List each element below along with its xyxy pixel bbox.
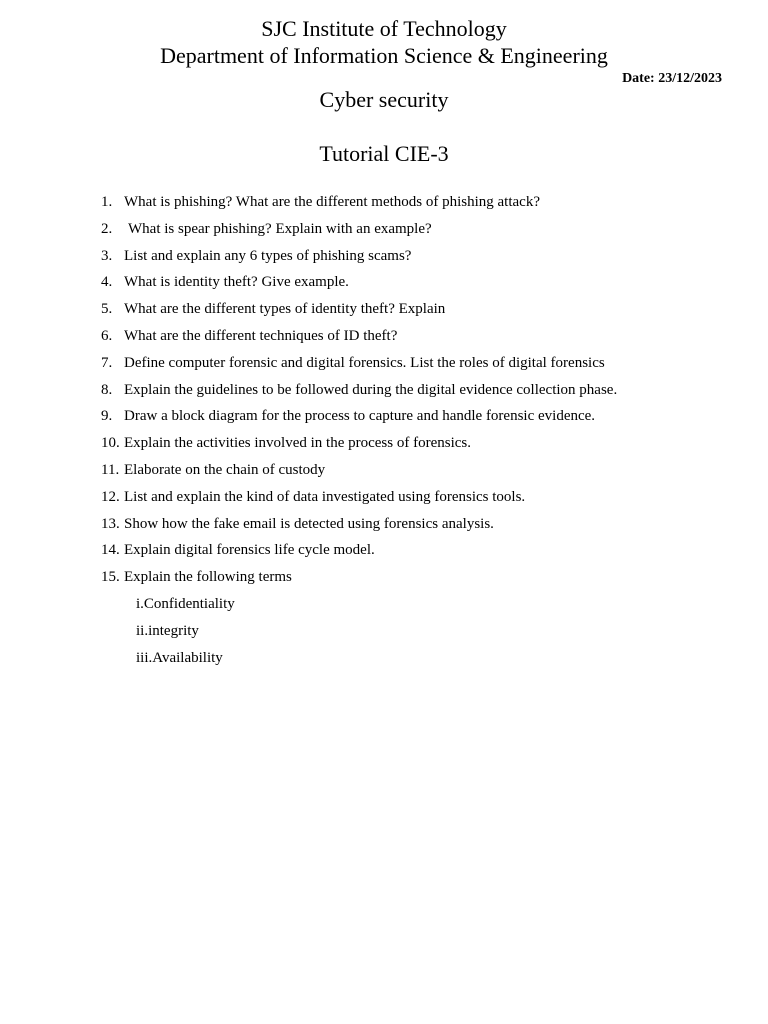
question-text: Show how the fake email is detected using forensics analysis.: [124, 515, 494, 532]
question-number: 7.: [101, 354, 113, 371]
question-text: Explain the following terms: [124, 569, 292, 586]
sub-item: [0, 650, 768, 677]
question-item: [0, 355, 768, 382]
question-item: [0, 301, 768, 328]
question-item: [0, 542, 768, 569]
sub-item-text: ii.integrity: [136, 622, 199, 639]
question-text: Elaborate on the chain of custody: [124, 461, 326, 478]
question-item: [0, 408, 768, 435]
sub-item-text: i.Confidentiality: [136, 595, 235, 612]
question-text: What is spear phishing? Explain with an example?: [128, 220, 432, 237]
question-text: What are the different techniques of ID theft?: [124, 327, 398, 344]
sub-item-text: iii.Availability: [136, 649, 223, 666]
question-text: List and explain the kind of data investigated using forensics tools.: [124, 488, 526, 505]
question-number: 4.: [101, 274, 113, 291]
question-number: 5.: [101, 301, 113, 318]
question-text: Draw a block diagram for the process to capture and handle forensic evidence.: [124, 408, 596, 425]
question-number: 15.: [101, 569, 120, 586]
date-label: Date: 23/12/2023: [622, 71, 722, 86]
question-number: 14.: [101, 542, 120, 559]
question-text: What are the different types of identity theft? Explain: [124, 301, 446, 318]
question-text: List and explain any 6 types of phishing scams?: [124, 247, 412, 264]
question-number: 11.: [101, 461, 120, 478]
question-text: What is identity theft? Give example.: [124, 274, 349, 291]
question-number: 1.: [101, 194, 113, 210]
question-item: [0, 248, 768, 275]
question-text: Explain the guidelines to be followed during the digital evidence collection phase.: [124, 381, 618, 398]
question-number: 9.: [101, 408, 113, 425]
question-item: [0, 569, 768, 596]
question-text: Explain digital forensics life cycle model.: [124, 542, 375, 559]
course-title: Cyber security: [319, 87, 449, 112]
institute-name: SJC Institute of Technology: [261, 16, 507, 41]
question-number: 10.: [101, 435, 120, 452]
question-item: [0, 221, 768, 248]
question-number: 3.: [101, 247, 113, 264]
question-number: 12.: [101, 488, 120, 505]
question-item: [0, 489, 768, 516]
sub-item: [0, 623, 768, 650]
question-text: What is phishing? What are the different methods of phishing attack?: [124, 194, 540, 210]
department-name: Department of Information Science & Engineering: [160, 43, 608, 68]
question-item: [0, 462, 768, 489]
question-item: [0, 194, 768, 221]
question-number: 13.: [101, 515, 120, 532]
tutorial-title: Tutorial CIE-3: [319, 141, 449, 166]
question-list: [0, 194, 768, 676]
sub-item: [0, 596, 768, 623]
question-number: 2.: [101, 220, 113, 237]
question-text: Explain the activities involved in the process of forensics.: [124, 435, 471, 452]
question-item: [0, 328, 768, 355]
question-item: [0, 435, 768, 462]
question-number: 6.: [101, 327, 113, 344]
question-text: Define computer forensic and digital forensics. List the roles of digital forensics: [124, 354, 605, 371]
question-item: [0, 382, 768, 409]
question-item: [0, 274, 768, 301]
question-number: 8.: [101, 381, 113, 398]
question-item: [0, 516, 768, 543]
